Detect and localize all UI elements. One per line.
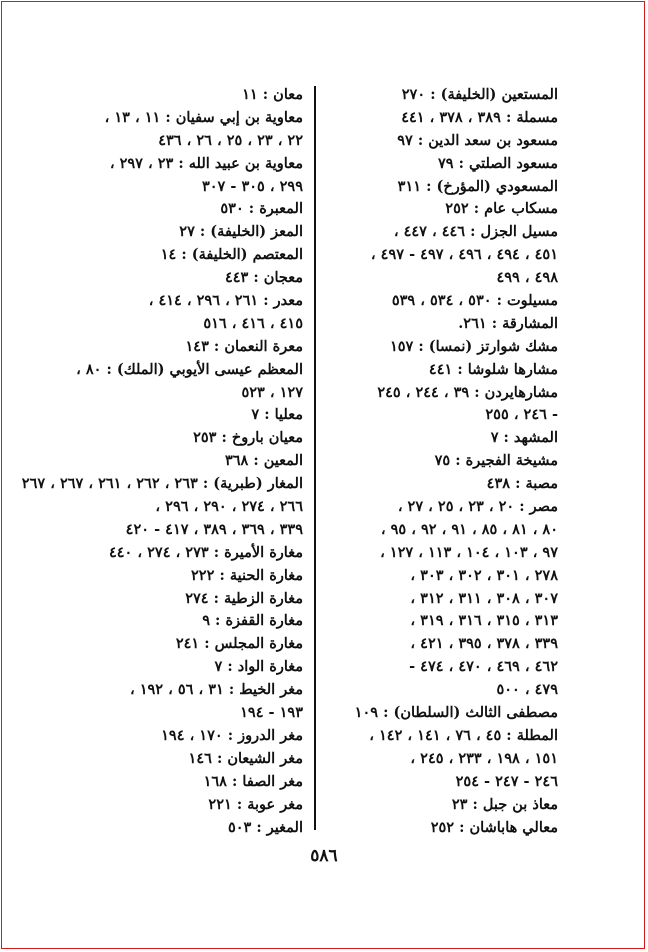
index-entry: معان : ١١ <box>242 86 303 103</box>
index-entry: مشك شوارتز (نمسا) : ١٥٧ <box>389 337 558 355</box>
index-entry: مغارة الحنية : ٢٢٢ <box>191 566 303 584</box>
index-entry: ٨٠ ، ٨١ ، ٨٥ ، ٩١ ، ٩٢ ، ٩٥ ، <box>380 520 558 538</box>
index-entry: ٩٧ ، ١٠٣ ، ١٠٤ ، ١١٣ ، ١٢٧ ، <box>380 543 558 561</box>
index-entry: ٢٩٩ ، ٣٠٥ - ٣٠٧ <box>201 177 303 195</box>
index-entry: المعبرة : ٥٣٠ <box>220 200 303 218</box>
index-entry: مسعود بن سعد الدين : ٩٧ <box>397 131 558 149</box>
index-entry: المعظم عيسى الأيوبي (الملك) : ٨٠ ، <box>76 360 303 378</box>
index-entry: المطلة : ٤٥ ، ٧٦ ، ١٤١ ، ١٤٢ ، <box>369 726 558 744</box>
index-entry: ٣١٣ ، ٣١٥ ، ٣١٦ ، ٣١٩ ، <box>410 612 558 630</box>
index-entry: مغر الدروز : ١٧٠ ، ١٩٤ <box>161 726 303 744</box>
index-column-left <box>21 84 303 839</box>
index-entry: ١٩٣ - ١٩٤ <box>240 704 303 722</box>
index-entry: - ٢٤٦ ، ٢٥٥ <box>485 406 558 424</box>
index-entry: ٣٣٩ ، ٣٧٨ ، ٣٩٥ ، ٤٢١ ، <box>410 635 558 653</box>
index-entry: معيان باروخ : ٢٥٣ <box>193 429 303 447</box>
page-number: ٥٨٦ <box>310 846 338 866</box>
index-entry: معرة النعمان : ١٤٣ <box>185 337 303 355</box>
index-entry: معالي هاباشان : ٢٥٢ <box>430 818 558 836</box>
index-entry: مسيل الجزل : ٤٤٦ ، ٤٤٧ ، <box>393 223 558 241</box>
index-entry: معدر : ٢٦١ ، ٢٩٦ ، ٤١٤ ، <box>148 292 303 310</box>
column-divider <box>314 86 316 830</box>
index-entry: مسكاب عام : ٢٥٢ <box>445 200 558 218</box>
index-entry: المشهد : ٧ <box>490 429 558 447</box>
index-entry: مصبة : ٤٣٨ <box>486 475 558 493</box>
index-column-right <box>296 84 558 839</box>
index-entry: معاذ بن جبل : ٢٣ <box>451 795 558 813</box>
index-entry: ٤٥١ ، ٤٩٤ ، ٤٩٦ ، ٤٩٧ - ٤٩٧ ، <box>370 246 558 264</box>
index-entry: مسملة : ٣٨٩ ، ٣٧٨ ، ٤٤١ <box>401 108 558 126</box>
index-entry: مغارة الواد : ٧ <box>214 658 303 676</box>
index-entry: المغير : ٥٠٣ <box>227 818 303 836</box>
index-entry: مصر : ٢٠ ، ٢٣ ، ٢٥ ، ٢٧ ، <box>397 498 558 516</box>
index-entry: مغارة القفزة : ٩ <box>202 612 303 630</box>
index-entry: ٢٤٦ - ٢٤٧ - ٢٥٤ <box>455 772 558 790</box>
index-entry: مسعود الصلتي : ٧٩ <box>437 154 558 172</box>
index-entry: معاوية بن عبيد الله : ٢٣ ، ٢٩٧ ، <box>109 154 303 172</box>
index-entry: مغارة الزطية : ٢٧٤ <box>185 589 303 607</box>
index-entry: ١٥١ ، ١٩٨ ، ٢٣٣ ، ٢٤٥ ، <box>410 749 558 767</box>
index-entry: مصطفى الثالث (السلطان) : ١٠٩ <box>354 704 558 722</box>
index-entry: المشارقة : ٢٦١. <box>458 314 558 332</box>
index-entry: ٣٣٩ ، ٣٦٩ ، ٣٨٩ ، ٤١٧ - ٤٢٠ <box>125 520 303 538</box>
index-entry: ٤١٥ ، ٤١٦ ، ٥١٦ <box>203 314 303 332</box>
index-entry: مشارهايردن : ٣٩ ، ٢٤٤ ، ٢٤٥ <box>377 383 558 401</box>
index-entry: ٤٧٩ ، ٥٠٠ <box>496 681 558 699</box>
index-entry: مسيلوت : ٥٣٠ ، ٥٣٤ ، ٥٣٩ <box>391 292 558 310</box>
index-entry: المعين : ٣٦٨ <box>224 452 303 470</box>
index-entry: ٢٧٨ ، ٣٠١ ، ٣٠٢ ، ٣٠٣ ، <box>410 566 558 584</box>
index-entry: ٢٦٦ ، ٢٧٤ ، ٢٩٠ ، ٢٩٦ ، <box>155 498 303 516</box>
index-entry: معليا : ٧ <box>251 406 303 424</box>
index-entry: ٤٦٢ ، ٤٦٩ ، ٤٧٠ ، ٤٧٤ - <box>409 658 558 676</box>
index-entry: مغر عوبة : ٢٢١ <box>208 795 303 813</box>
index-entry: معاوية بن إبي سفيان : ١١ ، ١٣ ، <box>104 108 303 126</box>
index-entry: ١٢٧ ، ٥٢٣ <box>241 383 303 401</box>
index-entry: مغر الخيط : ٣١ ، ٥٦ ، ١٩٢ ، <box>129 681 303 699</box>
index-entry: مشيخة الفجيرة : ٧٥ <box>434 452 558 470</box>
index-entry: ٢٢ ، ٢٣ ، ٢٥ ، ٢٦ ، ٤٣٦ <box>158 131 303 149</box>
index-entry: ٤٩٨ ، ٤٩٩ <box>496 269 558 287</box>
index-entry: المعتصم (الخليفة) : ١٤ <box>160 246 303 264</box>
index-entry: مغارة المجلس : ٢٤١ <box>175 635 303 653</box>
index-entry: المغار (طبرية) : ٢٦٣ ، ٢٦٢ ، ٢٦١ ، ٢٦٧ ، ٢٦٧ <box>21 475 303 493</box>
index-entry: المسعودي (المؤرخ) : ٣١١ <box>397 177 558 195</box>
index-entry: مغر الصفا : ١٦٨ <box>203 772 303 790</box>
index-entry: مغارة الأميرة : ٢٧٣ ، ٢٧٤ ، ٤٤٠ <box>108 543 303 561</box>
index-entry: معجان : ٤٤٣ <box>224 269 303 287</box>
index-entry: المعز (الخليفة) : ٢٧ <box>179 223 303 241</box>
index-entry: مشارها شلوشا : ٤٤١ <box>428 360 558 378</box>
index-entry: مغر الشيعان : ١٤٦ <box>188 749 303 767</box>
index-entry: ٣٠٧ ، ٣٠٨ ، ٣١١ ، ٣١٢ ، <box>410 589 558 607</box>
index-entry: المستعين (الخليفة) : ٢٧٠ <box>401 86 558 103</box>
